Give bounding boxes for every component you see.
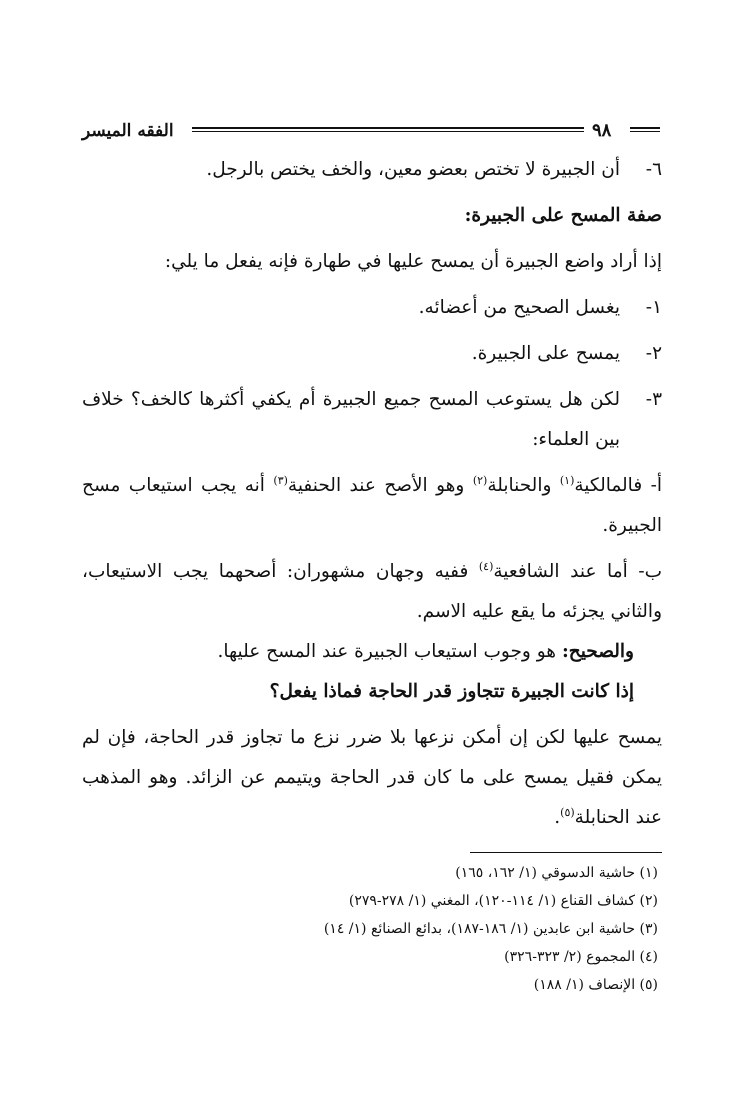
list-text: يمسح على الجبيرة.: [471, 343, 620, 364]
correct-opinion: والصحيح: هو وجوب استيعاب الجبيرة عند المسح عليها.: [217, 641, 634, 662]
correct-label: والصحيح:: [561, 641, 634, 662]
list-number: ١-: [645, 297, 662, 318]
section-heading-jabira-wiping: صفة المسح على الجبيرة:: [464, 205, 662, 226]
list-item-1: [82, 288, 662, 328]
footnotes: [82, 859, 662, 999]
running-title: الفقه الميسر: [82, 121, 174, 141]
list-number: ٣-: [645, 389, 662, 410]
footnote-marker-2: (٢): [472, 473, 488, 487]
list-number: ٦-: [645, 159, 662, 180]
footnote-separator: [470, 852, 662, 853]
intro-paragraph: إذا أراد واضع الجبيرة أن يمسح عليها في طهارة فإنه يفعل ما يلي:: [164, 251, 662, 272]
list-number: ٢-: [645, 343, 662, 364]
page-header: [82, 118, 662, 144]
footnote-marker-1: (١): [559, 473, 575, 487]
list-item-2: [82, 334, 662, 374]
footnote-marker-3: (٣): [273, 473, 288, 487]
list-item-6: [82, 150, 662, 190]
footnote-1: (١) حاشية الدسوقي (١/ ١٦٢، ١٦٥): [455, 865, 658, 881]
footnote-4: (٤) المجموع (٢/ ٣٢٣-٣٢٦): [504, 949, 658, 965]
list-text: أن الجبيرة لا تختص بعضو معين، والخف يختص بالرجل.: [206, 159, 620, 180]
list-text: يغسل الصحيح من أعضائه.: [418, 297, 620, 318]
footnote-marker-4: (٤): [478, 559, 494, 573]
page-number: ٩٨: [592, 120, 612, 141]
main-text: [82, 150, 662, 838]
book-page: [82, 118, 662, 999]
footnote-5: (٥) الإنصاف (١/ ١٨٨): [533, 977, 658, 993]
header-rule-short: [630, 127, 660, 132]
paragraph-alif: أ- فالمالكية$^{(١)}$ والحنابلة$^{(٢)}$ وهو الأصح عند الحنفية$^{(٣)}$ أنه يجب استيعاب مسح الجبيرة.: [82, 473, 663, 536]
section-heading-excess: إذا كانت الجبيرة تتجاوز قدر الحاجة فماذا يفعل؟: [269, 681, 634, 702]
list-text: لكن هل يستوعب المسح جميع الجبيرة أم يكفي أكثرها كالخف؟ خلاف بين العلماء:: [82, 389, 620, 450]
header-rule-long: [192, 127, 584, 132]
list-item-3: [82, 380, 662, 460]
footnote-3: (٣) حاشية ابن عابدين (١/ ١٨٦-١٨٧)، بدائع الصنائع (١/ ١٤): [323, 921, 658, 937]
final-paragraph: يمسح عليها لكن إن أمكن نزعها بلا ضرر نزع ما تجاوز قدر الحاجة، فإن لم يمكن فقيل يمسح على ما كان قدر الحاجة ويتيمم عن الزائد. وهو المذهب عند الحنابلة$^{(٥)}$.: [82, 727, 662, 828]
paragraph-ba: ب- أما عند الشافعية$^{(٤)}$ ففيه وجهان مشهوران: أصحهما يجب الاستيعاب، والثاني يجزئه ما يقع عليه الاسم.: [82, 559, 662, 622]
footnote-2: (٢) كشاف القناع (١/ ١١٤-١٢٠)، المغني (١/ ٢٧٨-٢٧٩): [348, 893, 658, 909]
footnote-marker-5: (٥): [560, 805, 575, 819]
